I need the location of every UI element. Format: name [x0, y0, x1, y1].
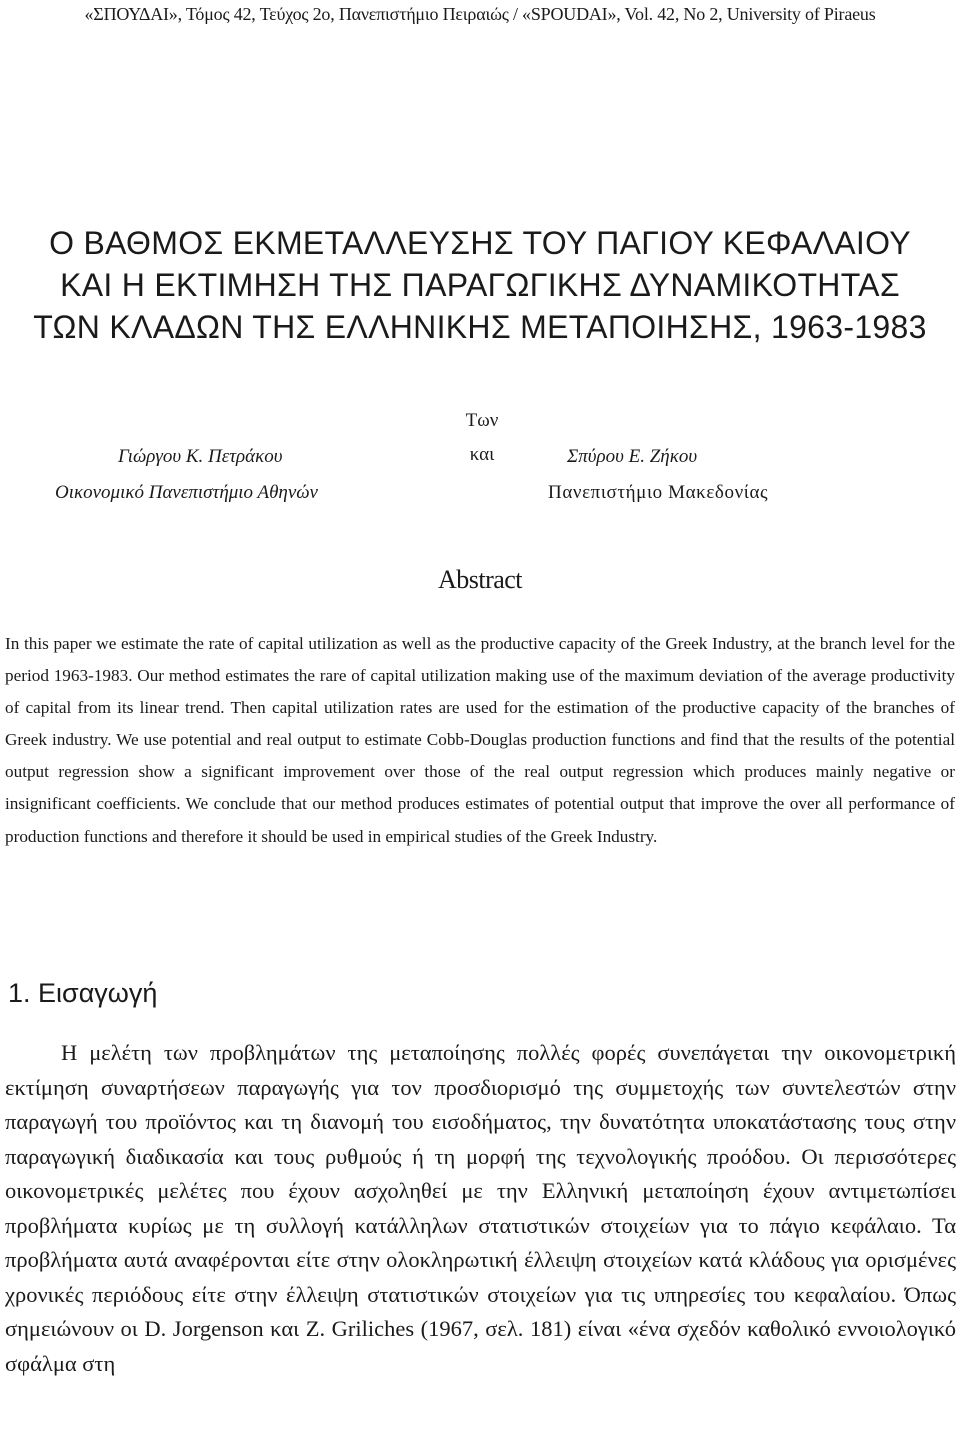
author-name: Σπύρου Ε. Ζήκου [567, 446, 698, 467]
authors-and: και [469, 444, 495, 465]
journal-header: «ΣΠΟΥΔΑΙ», Τόμος 42, Τεύχος 2ο, Πανεπιστήμιο Πειραιώς / «SPOUDAI», Vol. 42, No 2, University of Piraeus [84, 4, 876, 24]
author-affiliation: Οικονομικό Πανεπιστήμιο Αθηνών [55, 482, 318, 503]
abstract-heading: Abstract [437, 565, 523, 594]
section-heading: 1. Εισαγωγή [8, 978, 158, 1008]
abstract-text: In this paper we estimate the rate of capital utilization as well as the productive capacity of the Greek Industry, at the branch level for the period 1963-1983. Our method estimates the rare of capital utilization making use of the maximum deviation of the average productivity of capital from its linear trend. Then capital utilization rates are used for the estimation of the productive capacity of the branches of Greek industry. We use potential and real output to estimate Cobb-Douglas production functions and find that the results of the potential output regression show a significant improvement over those of the real output regression which produces mainly negative or insignificant coefficients. We conclude that our method produces estimates of potential output that improve the over all performance of production functions and therefore it should be used in empirical studies of the Greek Industry. [5, 634, 955, 846]
title-line: ΚΑΙ Η ΕΚΤΙΜΗΣΗ ΤΗΣ ΠΑΡΑΓΩΓΙΚΗΣ ΔΥΝΑΜΙΚΟΤΗΤΑΣ [60, 267, 900, 303]
author-name: Γιώργου Κ. Πετράκου [118, 446, 283, 467]
title-line: ΤΩΝ ΚΛΑΔΩΝ ΤΗΣ ΕΛΛΗΝΙΚΗΣ ΜΕΤΑΠΟΙΗΣΗΣ, 1963-1983 [33, 309, 927, 345]
author-affiliation: Πανεπιστήμιο Μακεδονίας [548, 482, 769, 503]
title-line: Ο ΒΑΘΜΟΣ ΕΚΜΕΤΑΛΛΕΥΣΗΣ ΤΟΥ ΠΑΓΙΟΥ ΚΕΦΑΛΑΙΟΥ [49, 225, 911, 261]
section-paragraph: Η μελέτη των προβλημάτων της μεταποίησης πολλές φορές συνεπάγεται την οικονομετρική εκτίμηση συναρτήσεων παραγωγής για τον προσδιορισμό της συμμετοχής των συντελεστών στην παραγωγή του προϊόντος και τη διανομή του εισοδήματος, την δυνατότητα υποκατάστασης τους στην παραγωγική διαδικασία και τους ρυθμούς ή τη μορφή της τεχνολογικής προόδου. Οι περισσότερες οικονομετρικές μελέτες που έχουν ασχοληθεί με την Ελληνική μεταποίηση έχουν αντιμετωπίσει προβλήματα κυρίως με τη συλλογή κατάλληλων στατιστικών στοιχείων για το πάγιο κεφάλαιο. Τα προβλήματα αυτά αναφέρονται είτε στην ολοκληρωτική έλλειψη στοιχείων κατά κλάδους για ορισμένες χρονικές περιόδους είτε στην έλλειψη στατιστικών στοιχείων για τις υπηρεσίες του κεφαλαίου. Όπως σημειώνουν οι D. Jorgenson και Z. Griliches (1967, σελ. 181) είναι «ένα σχεδόν καθολικό εννοιολογικό σφάλμα στη [5, 1040, 956, 1376]
authors-joiner: Των [465, 410, 499, 431]
article-title [0, 222, 960, 348]
